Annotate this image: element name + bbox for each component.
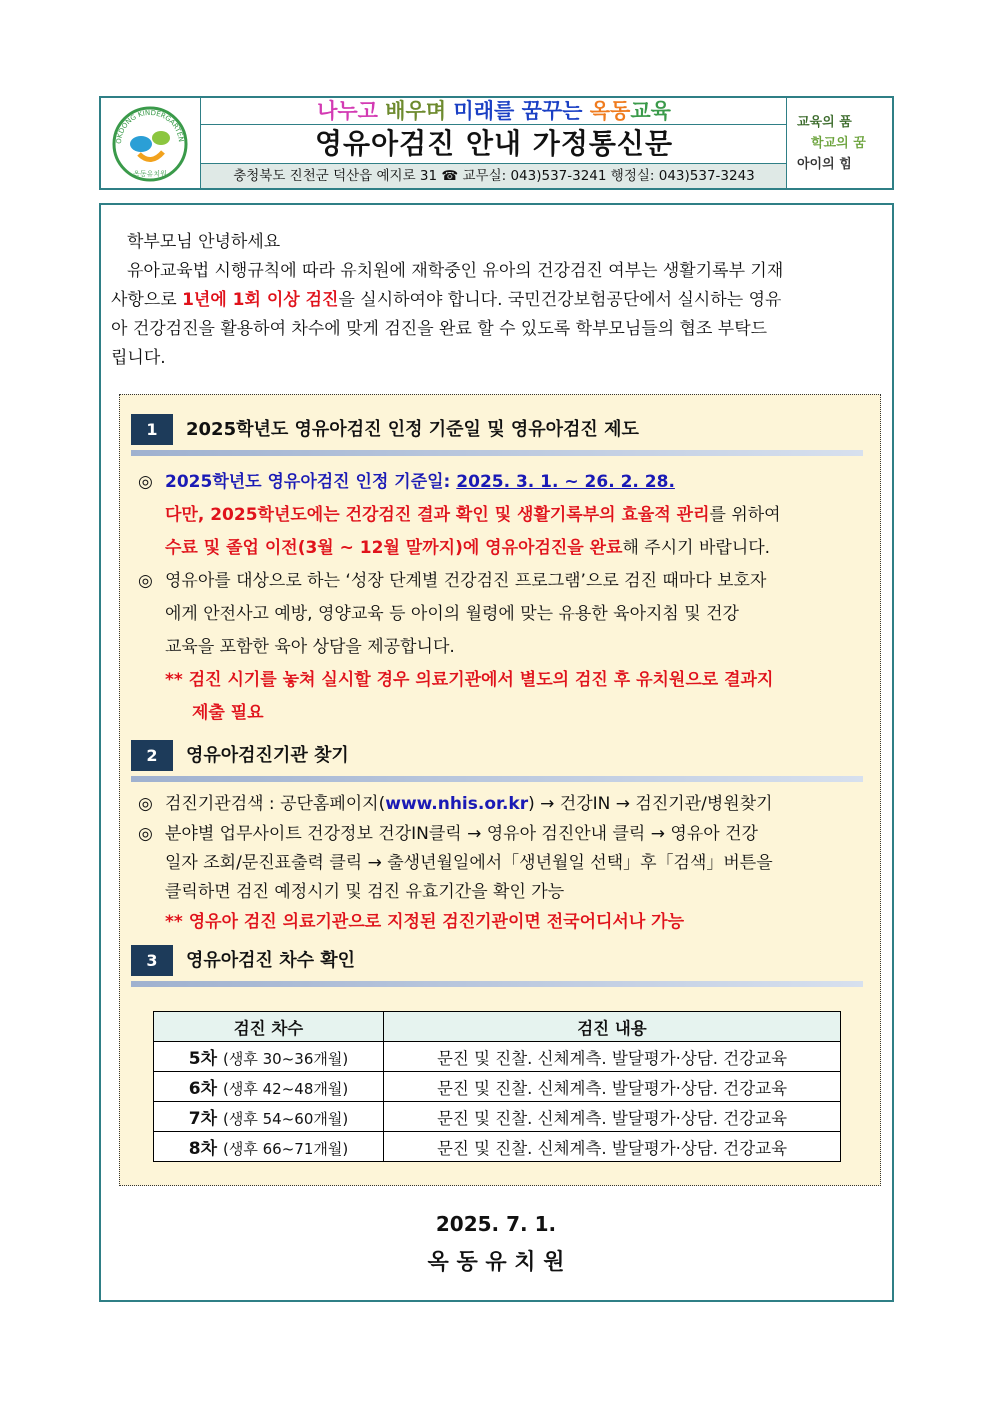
search-instruction: 일자 조회/문진표출력 클릭 → 출생년월일에서「생년월일 선택」후「검색」버튼을 bbox=[165, 853, 773, 873]
round-label: 6차 bbox=[188, 1079, 218, 1099]
section-title: 2025학년도 영유아검진 인정 기준일 및 영유아검진 제도 bbox=[186, 419, 639, 440]
bullet-icon: ◎ bbox=[138, 571, 153, 591]
content-cell: 문진 및 진찰. 신체계측. 발달평가·상담. 건강교육 bbox=[384, 1132, 841, 1162]
program-text: 에게 안전사고 예방, 영양교육 등 아이의 월령에 맞는 유용한 육아지침 및 건강 bbox=[165, 604, 739, 624]
table-row bbox=[154, 1102, 841, 1132]
issue-date: 2025. 7. 1. bbox=[435, 1212, 557, 1236]
age-range: (생후 42~48개월) bbox=[223, 1080, 349, 1098]
search-instruction: 분야별 업무사이트 건강정보 건강IN클릭 → 영유아 검진안내 클릭 → 영유아 건강 bbox=[165, 824, 758, 844]
svg-text:OKDONG KINDERGARTEN: OKDONG KINDERGARTEN bbox=[114, 108, 185, 145]
criteria-note: 수료 및 졸업 이전(3월 ~ 12월 말까지)에 영유아검진을 완료해 주시기 바랍니다. bbox=[165, 538, 771, 558]
round-label: 8차 bbox=[188, 1139, 218, 1159]
slogan-segment: 교육 bbox=[630, 99, 671, 123]
criteria-date: 2025학년도 영유아검진 인정 기준일: 2025. 3. 1. ~ 26. 2. 28. bbox=[165, 472, 675, 492]
warning-note: ** 검진 시기를 놓쳐 실시할 경우 의료기관에서 별도의 검진 후 유치원으로 결과지 bbox=[165, 670, 774, 690]
greeting: 학부모님 안녕하세요 bbox=[127, 232, 281, 252]
section-title: 영유아검진기관 찾기 bbox=[186, 745, 349, 766]
slogan bbox=[201, 98, 787, 125]
warning-note: ** 영유아 검진 의료기관으로 지정된 검진기관이면 전국어디서나 가능 bbox=[165, 912, 685, 932]
section-title: 영유아검진 차수 확인 bbox=[186, 950, 356, 971]
slogan-segment: 배우며 bbox=[377, 99, 454, 123]
nhis-link[interactable]: www.nhis.or.kr bbox=[385, 794, 529, 814]
age-range: (생후 66~71개월) bbox=[223, 1140, 349, 1158]
program-text: 교육을 포함한 육아 상담을 제공합니다. bbox=[165, 637, 455, 657]
table-header-row bbox=[154, 1012, 841, 1042]
section-number: 3 bbox=[131, 945, 173, 976]
warning-note: 제출 필요 bbox=[192, 703, 264, 723]
slogan-segment: 미래를 꿈꾸는 bbox=[453, 99, 583, 123]
bullet-icon: ◎ bbox=[138, 824, 153, 844]
age-range: (생후 54~60개월) bbox=[223, 1110, 349, 1128]
bullet-icon: ◎ bbox=[138, 794, 153, 814]
school-address: 충청북도 진천군 덕산읍 예지로 31 ☎ 교무실: 043)537-3241 행정실: 043)537-3243 bbox=[201, 164, 787, 188]
round-cell bbox=[154, 1072, 384, 1102]
search-instruction: 검진기관검색 : 공단홈페이지(www.nhis.or.kr) → 건강IN → 검진기관/병원찾기 bbox=[165, 794, 773, 814]
bullet-icon: ◎ bbox=[138, 472, 153, 492]
checkup-table bbox=[153, 1011, 841, 1162]
motto-line: 학교의 꿈 bbox=[811, 136, 866, 151]
intro-text: 사항으로 1년에 1회 이상 검진을 실시하여야 합니다. 국민건강보험공단에서 실시하는 영유 bbox=[111, 290, 782, 310]
round-cell bbox=[154, 1042, 384, 1072]
content-cell: 문진 및 진찰. 신체계측. 발달평가·상담. 건강교육 bbox=[384, 1072, 841, 1102]
table-row bbox=[154, 1042, 841, 1072]
age-range: (생후 30~36개월) bbox=[223, 1050, 349, 1068]
program-text: 영유아를 대상으로 하는 ‘성장 단계별 건강검진 프로그램’으로 검진 때마다 보호자 bbox=[165, 571, 767, 591]
table-header: 검진 차수 bbox=[154, 1012, 384, 1042]
svg-text:옥동유치원: 옥동유치원 bbox=[133, 170, 167, 178]
school-name: 옥 동 유 치 원 bbox=[427, 1250, 565, 1275]
round-cell bbox=[154, 1102, 384, 1132]
intro-text: 립니다. bbox=[111, 348, 166, 368]
section-number: 1 bbox=[131, 414, 173, 445]
intro-text: 유아교육법 시행규칙에 따라 유치원에 재학중인 유아의 건강검진 여부는 생활기록부 기재 bbox=[127, 261, 784, 281]
table-row bbox=[154, 1072, 841, 1102]
section-divider bbox=[131, 776, 863, 782]
intro-text: 아 건강검진을 활용하여 차수에 맞게 검진을 완료 할 수 있도록 학부모님들의 협조 부탁드 bbox=[111, 319, 768, 339]
table-header: 검진 내용 bbox=[384, 1012, 841, 1042]
section-number: 2 bbox=[131, 740, 173, 771]
round-cell bbox=[154, 1132, 384, 1162]
table-row bbox=[154, 1132, 841, 1162]
content-cell: 문진 및 진찰. 신체계측. 발달평가·상담. 건강교육 bbox=[384, 1042, 841, 1072]
motto-line: 아이의 힘 bbox=[797, 157, 852, 172]
page-title: 영유아검진 안내 가정통신문 bbox=[201, 125, 787, 164]
kindergarten-logo bbox=[101, 98, 201, 188]
content-cell: 문진 및 진찰. 신체계측. 발달평가·상담. 건강교육 bbox=[384, 1102, 841, 1132]
section-divider bbox=[131, 450, 863, 456]
criteria-note: 다만, 2025학년도에는 건강검진 결과 확인 및 생활기록부의 효율적 관리를 위하여 bbox=[165, 505, 781, 525]
slogan-segment: 나누고 bbox=[317, 99, 378, 123]
motto-line: 교육의 품 bbox=[797, 115, 852, 130]
letterhead bbox=[99, 96, 894, 190]
slogan-segment: 옥동 bbox=[582, 99, 631, 123]
round-label: 5차 bbox=[188, 1049, 218, 1069]
round-label: 7차 bbox=[188, 1109, 218, 1129]
education-motto-logo bbox=[786, 98, 892, 188]
search-instruction: 클릭하면 검진 예정시기 및 검진 유효기간을 확인 가능 bbox=[165, 882, 565, 902]
section-divider bbox=[131, 981, 863, 987]
